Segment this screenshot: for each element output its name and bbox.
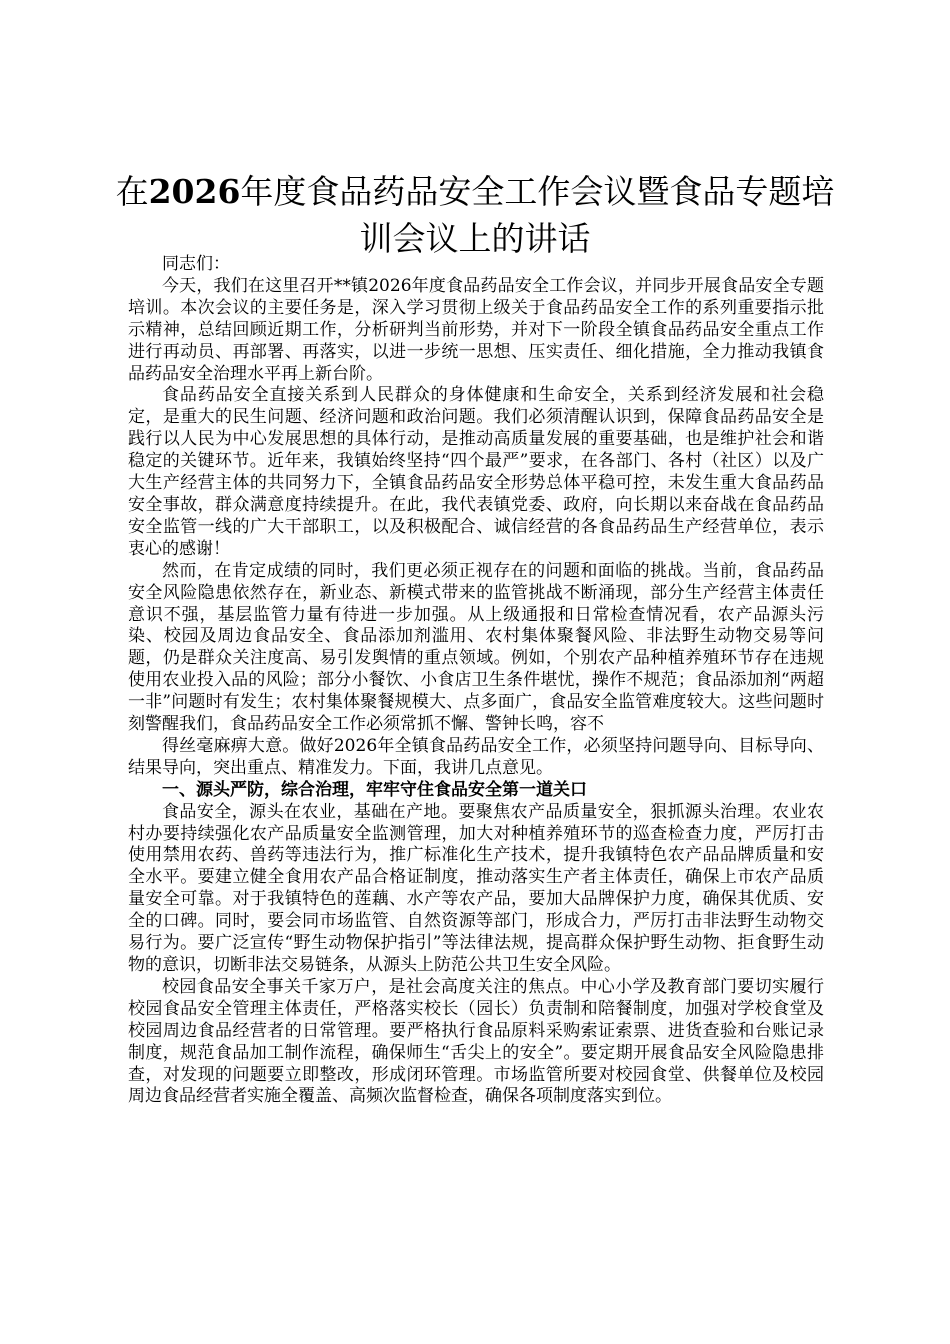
paragraph-challenges: 然而，在肯定成绩的同时，我们更必须正视存在的问题和面临的挑战。当前，食品药品安全风险隐患依然存在，新业态、新模式带来的监管挑战不断涌现，部分生产经营主体责任意识不强，基层监管力量有待进一步加强。从上级通报和日常检查情况看，农产品源头污染、校园及周边食品安全、食品添加剂滥用、农村集体聚餐风险、非法野生动物交易等问题，仍是群众关注度高、易引发舆情的重点领域。例如，个别农产品种植养殖环节存在违规使用农业投入品的风险；部分小餐饮、小食店卫生条件堪忧，操作不规范；食品添加剂“两超一非”问题时有发生；农村集体聚餐规模大、点多面广，食品安全监管难度较大。这些问题时刻警醒我们，食品药品安全工作必须常抓不懈、警钟长鸣，容不 bbox=[128, 560, 824, 735]
document-title bbox=[110, 168, 840, 262]
paragraph-importance: 食品药品安全直接关系到人民群众的身体健康和生命安全，关系到经济发展和社会稳定，是重大的民生问题、经济问题和政治问题。我们必须清醒认识到，保障食品药品安全是践行以人民为中心发展思想的具体行动，是推动高质量发展的重要基础，也是维护社会和谐稳定的关键环节。近年来，我镇始终坚持“四个最严”要求，在各部门、各村（社区）以及广大生产经营主体的共同努力下，全镇食品药品安全形势总体平稳可控，未发生重大食品药品安全事故，群众满意度持续提升。在此，我代表镇党委、政府，向长期以来奋战在食品药品安全监管一线的广大干部职工，以及积极配合、诚信经营的各食品药品生产经营单位，表示衷心的感谢！ bbox=[128, 385, 824, 559]
title-rest: 年度食品药品安全工作会议暨食品专题培训会议上的讲话 bbox=[240, 172, 835, 258]
salutation: 同志们： bbox=[162, 254, 230, 274]
paragraph-continuation: 得丝毫麻痹大意。做好2026年全镇食品药品安全工作，必须坚持问题导向、目标导向、结果导向，突出重点、精准发力。下面，我讲几点意见。 bbox=[128, 735, 824, 778]
section-heading-1: 一、源头严防，综合治理，牢牢守住食品安全第一道关口 bbox=[162, 779, 587, 800]
paragraph-campus-safety: 校园食品安全事关千家万户，是社会高度关注的焦点。中心小学及教育部门要切实履行校园食品安全管理主体责任，严格落实校长（园长）负责制和陪餐制度，加强对学校食堂及校园周边食品经营者的日常管理。要严格执行食品原料采购索证索票、进货查验和台账记录制度，规范食品加工制作流程，确保师生“舌尖上的安全”。要定期开展食品安全风险隐患排查，对发现的问题要立即整改，形成闭环管理。市场监管所要对校园食堂、供餐单位及校园周边食品经营者实施全覆盖、高频次监督检查，确保各项制度落实到位。 bbox=[128, 976, 824, 1107]
document-body bbox=[128, 254, 824, 1108]
paragraph-intro: 今天，我们在这里召开**镇2026年度食品药品安全工作会议，并同步开展食品安全专题培训。本次会议的主要任务是，深入学习贯彻上级关于食品药品安全工作的系列重要指示批示精神，总结回顾近期工作，分析研判当前形势，并对下一阶段全镇食品药品安全重点工作进行再动员、再部署、再落实，以进一步统一思想、压实责任、细化措施，全力推动我镇食品药品安全治理水平再上新台阶。 bbox=[128, 275, 824, 384]
paragraph-source-control: 食品安全，源头在农业，基础在产地。要聚焦农产品质量安全，狠抓源头治理。农业农村办要持续强化农产品质量安全监测管理，加大对种植养殖环节的巡查检查力度，严厉打击使用禁用农药、兽药等违法行为，推广标准化生产技术，提升我镇特色农产品品牌质量和安全水平。要建立健全食用农产品合格证制度，推动落实生产者主体责任，确保上市农产品质量安全可靠。对于我镇特色的莲藕、水产等农产品，要加大品牌保护力度，确保其优质、安全的口碑。同时，要会同市场监管、自然资源等部门，形成合力，严厉打击非法野生动物交易行为。要广泛宣传“野生动物保护指引”等法律法规，提高群众保护野生动物、拒食野生动物的意识，切断非法交易链条，从源头上防范公共卫生安全风险。 bbox=[128, 801, 824, 975]
title-prefix: 在 bbox=[115, 172, 149, 211]
title-year: 2026 bbox=[148, 172, 241, 211]
